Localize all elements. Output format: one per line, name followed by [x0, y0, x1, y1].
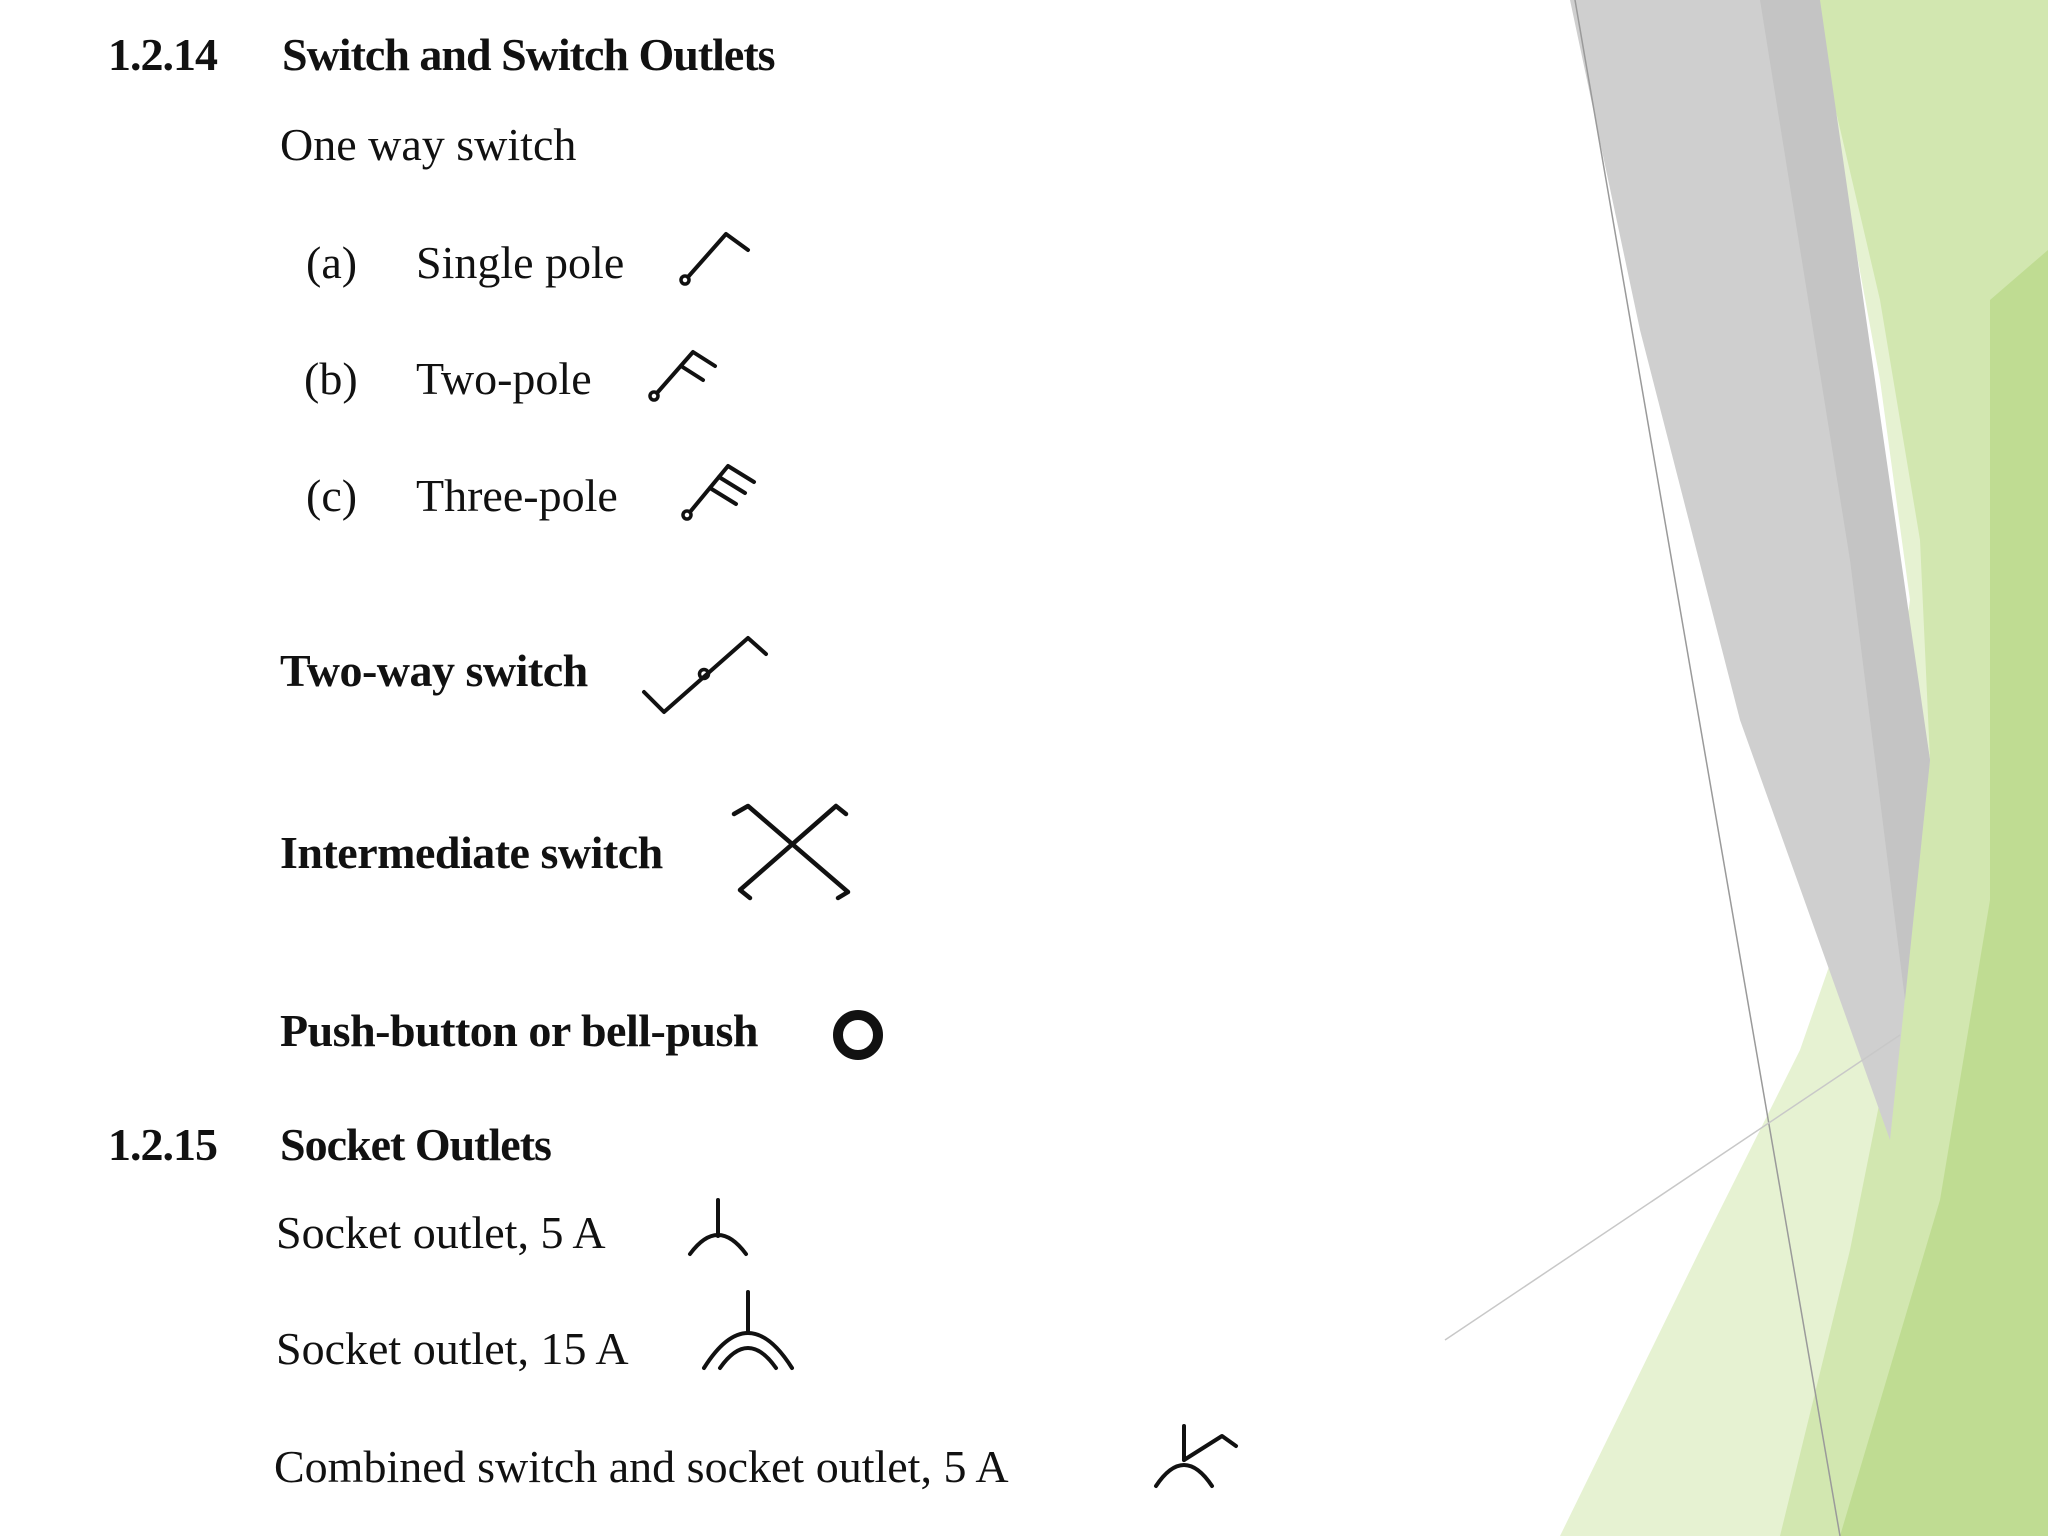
item-label: Push-button or bell-push	[280, 1005, 758, 1056]
item-label: Combined switch and socket outlet, 5 A	[274, 1441, 1009, 1492]
intermediate-switch-icon	[728, 798, 858, 904]
section-number: 1.2.14	[108, 29, 217, 80]
two-pole-switch-icon	[645, 346, 725, 406]
combined-switch-socket-icon	[1150, 1422, 1240, 1492]
socket-outlet-5a-icon	[684, 1196, 754, 1266]
item-label: Single pole	[416, 237, 625, 288]
item-label: Socket outlet, 5 A	[276, 1207, 606, 1258]
item-label: Socket outlet, 15 A	[276, 1323, 629, 1374]
two-way-switch-icon	[638, 630, 768, 730]
section-title: Socket Outlets	[280, 1119, 551, 1170]
single-pole-switch-icon	[676, 228, 756, 288]
section-number: 1.2.15	[108, 1119, 217, 1170]
item-label: Two-way switch	[280, 645, 588, 696]
three-pole-switch-icon	[678, 460, 768, 526]
item-marker: (a)	[306, 237, 358, 288]
section-title: Switch and Switch Outlets	[282, 29, 775, 80]
item-label: Three-pole	[416, 470, 618, 521]
subheading-one-way-switch: One way switch	[280, 119, 577, 170]
item-marker: (b)	[304, 353, 358, 404]
item-label: Intermediate switch	[280, 827, 663, 878]
push-button-icon	[828, 1005, 888, 1065]
item-marker: (c)	[306, 470, 358, 521]
item-label: Two-pole	[416, 353, 592, 404]
socket-outlet-15a-icon	[698, 1288, 798, 1374]
